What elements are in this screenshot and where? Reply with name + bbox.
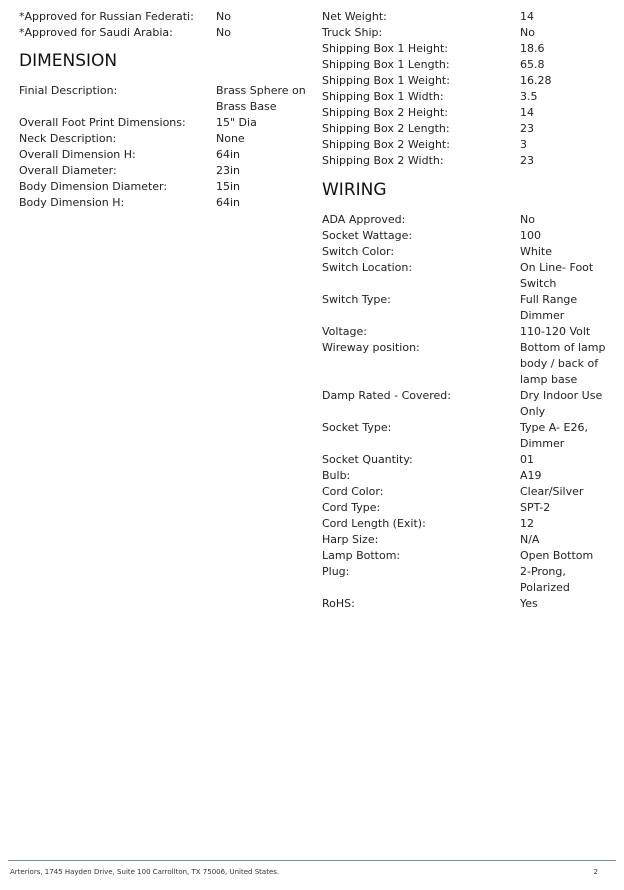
spec-row — [322, 532, 618, 548]
spec-value: 14 — [520, 106, 534, 119]
spec-label: Damp Rated - Covered: — [322, 389, 451, 402]
spec-label: Shipping Box 1 Weight: — [322, 74, 450, 87]
spec-value: A19 — [520, 469, 542, 482]
spec-label: Socket Quantity: — [322, 453, 413, 466]
spec-row — [19, 147, 309, 163]
spec-label: Switch Location: — [322, 261, 413, 274]
spec-value: 23 — [520, 154, 534, 167]
spec-row — [322, 500, 618, 516]
spec-label: Finial Description: — [19, 84, 118, 97]
spec-row — [322, 340, 618, 388]
spec-row — [322, 153, 618, 169]
spec-value: 3 — [520, 138, 527, 151]
spec-row — [322, 25, 618, 41]
spec-row — [322, 121, 618, 137]
spec-label: Socket Type: — [322, 421, 392, 434]
spec-value: Yes — [520, 597, 538, 610]
spec-label: Shipping Box 2 Width: — [322, 154, 444, 167]
spec-row — [322, 516, 618, 532]
spec-value: SPT-2 — [520, 501, 551, 514]
spec-row — [19, 25, 309, 41]
spec-label: Cord Color: — [322, 485, 384, 498]
left-column — [19, 9, 309, 211]
spec-value: None — [216, 132, 245, 145]
spec-row — [19, 115, 309, 131]
spec-label: *Approved for Saudi Arabia: — [19, 26, 173, 39]
spec-label: Overall Diameter: — [19, 164, 117, 177]
spec-row — [19, 195, 309, 211]
spec-value: Brass Sphere on Brass Base — [216, 84, 306, 113]
spec-value: 110-120 Volt — [520, 325, 591, 338]
spec-value: 01 — [520, 453, 534, 466]
spec-value: Bottom of lamp body / back of lamp base — [520, 341, 606, 386]
spec-value: Open Bottom — [520, 549, 594, 562]
spec-value: 18.6 — [520, 42, 545, 55]
spec-label: Socket Wattage: — [322, 229, 413, 242]
spec-label: Body Dimension Diameter: — [19, 180, 168, 193]
approval-list — [19, 9, 309, 41]
spec-row — [322, 212, 618, 228]
spec-label: Shipping Box 1 Length: — [322, 58, 450, 71]
spec-value: 16.28 — [520, 74, 552, 87]
spec-label: Shipping Box 1 Width: — [322, 90, 444, 103]
spec-label: Body Dimension H: — [19, 196, 125, 209]
spec-value: 23 — [520, 122, 534, 135]
wiring-heading: WIRING — [322, 180, 387, 200]
footer-divider — [8, 860, 616, 861]
spec-label: Shipping Box 1 Height: — [322, 42, 448, 55]
spec-label: Voltage: — [322, 325, 367, 338]
dimension-list — [19, 83, 309, 211]
spec-value: White — [520, 245, 552, 258]
spec-value: No — [520, 213, 535, 226]
shipping-list — [322, 9, 618, 169]
spec-row — [322, 452, 618, 468]
dimension-heading: DIMENSION — [19, 51, 118, 71]
spec-label: Plug: — [322, 565, 350, 578]
spec-value: No — [216, 10, 231, 23]
spec-row — [322, 548, 618, 564]
spec-row — [322, 137, 618, 153]
spec-row — [322, 228, 618, 244]
spec-row — [322, 292, 618, 324]
spec-row — [322, 564, 618, 596]
spec-value: Type A- E26, Dimmer — [520, 421, 588, 450]
spec-value: Full Range Dimmer — [520, 293, 578, 322]
spec-value: Dry Indoor Use Only — [520, 389, 603, 418]
spec-value: 15in — [216, 180, 241, 193]
spec-row — [322, 324, 618, 340]
spec-label: ADA Approved: — [322, 213, 406, 226]
spec-row — [322, 89, 618, 105]
spec-row — [322, 260, 618, 292]
spec-label: Cord Type: — [322, 501, 381, 514]
spec-label: Overall Dimension H: — [19, 148, 136, 161]
footer-address: Arteriors, 1745 Hayden Drive, Suite 100 Carrollton, TX 75006, United States. — [10, 868, 280, 876]
spec-label: Bulb: — [322, 469, 351, 482]
spec-row — [322, 468, 618, 484]
spec-label: Shipping Box 2 Weight: — [322, 138, 450, 151]
spec-row — [322, 41, 618, 57]
spec-label: Shipping Box 2 Length: — [322, 122, 450, 135]
spec-row — [19, 163, 309, 179]
spec-label: Shipping Box 2 Height: — [322, 106, 448, 119]
spec-row — [322, 244, 618, 260]
spec-value: N/A — [520, 533, 540, 546]
spec-value: 64in — [216, 148, 241, 161]
spec-label: Switch Color: — [322, 245, 395, 258]
spec-row — [19, 9, 309, 25]
spec-value: 15" Dia — [216, 116, 257, 129]
spec-label: Harp Size: — [322, 533, 379, 546]
spec-label: Lamp Bottom: — [322, 549, 401, 562]
page-number: 2 — [593, 868, 598, 876]
spec-value: 2-Prong, Polarized — [520, 565, 570, 594]
spec-label: Neck Description: — [19, 132, 117, 145]
right-column — [322, 9, 618, 612]
spec-row — [19, 83, 309, 115]
spec-label: *Approved for Russian Federati: — [19, 10, 194, 23]
spec-label: Truck Ship: — [322, 26, 383, 39]
spec-label: Overall Foot Print Dimensions: — [19, 116, 186, 129]
spec-row — [322, 484, 618, 500]
spec-row — [322, 57, 618, 73]
spec-value: No — [520, 26, 535, 39]
wiring-list — [322, 212, 618, 612]
spec-value: Clear/Silver — [520, 485, 584, 498]
spec-label: Cord Length (Exit): — [322, 517, 426, 530]
spec-value: 3.5 — [520, 90, 538, 103]
spec-row — [19, 131, 309, 147]
spec-label: RoHS: — [322, 597, 355, 610]
spec-label: Switch Type: — [322, 293, 391, 306]
spec-row — [19, 179, 309, 195]
spec-value: 64in — [216, 196, 241, 209]
spec-value: No — [216, 26, 231, 39]
spec-value: 100 — [520, 229, 541, 242]
spec-value: On Line- Foot Switch — [520, 261, 594, 290]
spec-value: 23in — [216, 164, 241, 177]
spec-label: Net Weight: — [322, 10, 387, 23]
spec-row — [322, 596, 618, 612]
spec-row — [322, 9, 618, 25]
spec-label: Wireway position: — [322, 341, 420, 354]
spec-value: 65.8 — [520, 58, 545, 71]
spec-row — [322, 420, 618, 452]
spec-value: 14 — [520, 10, 534, 23]
spec-row — [322, 105, 618, 121]
spec-row — [322, 388, 618, 420]
spec-value: 12 — [520, 517, 534, 530]
spec-row — [322, 73, 618, 89]
